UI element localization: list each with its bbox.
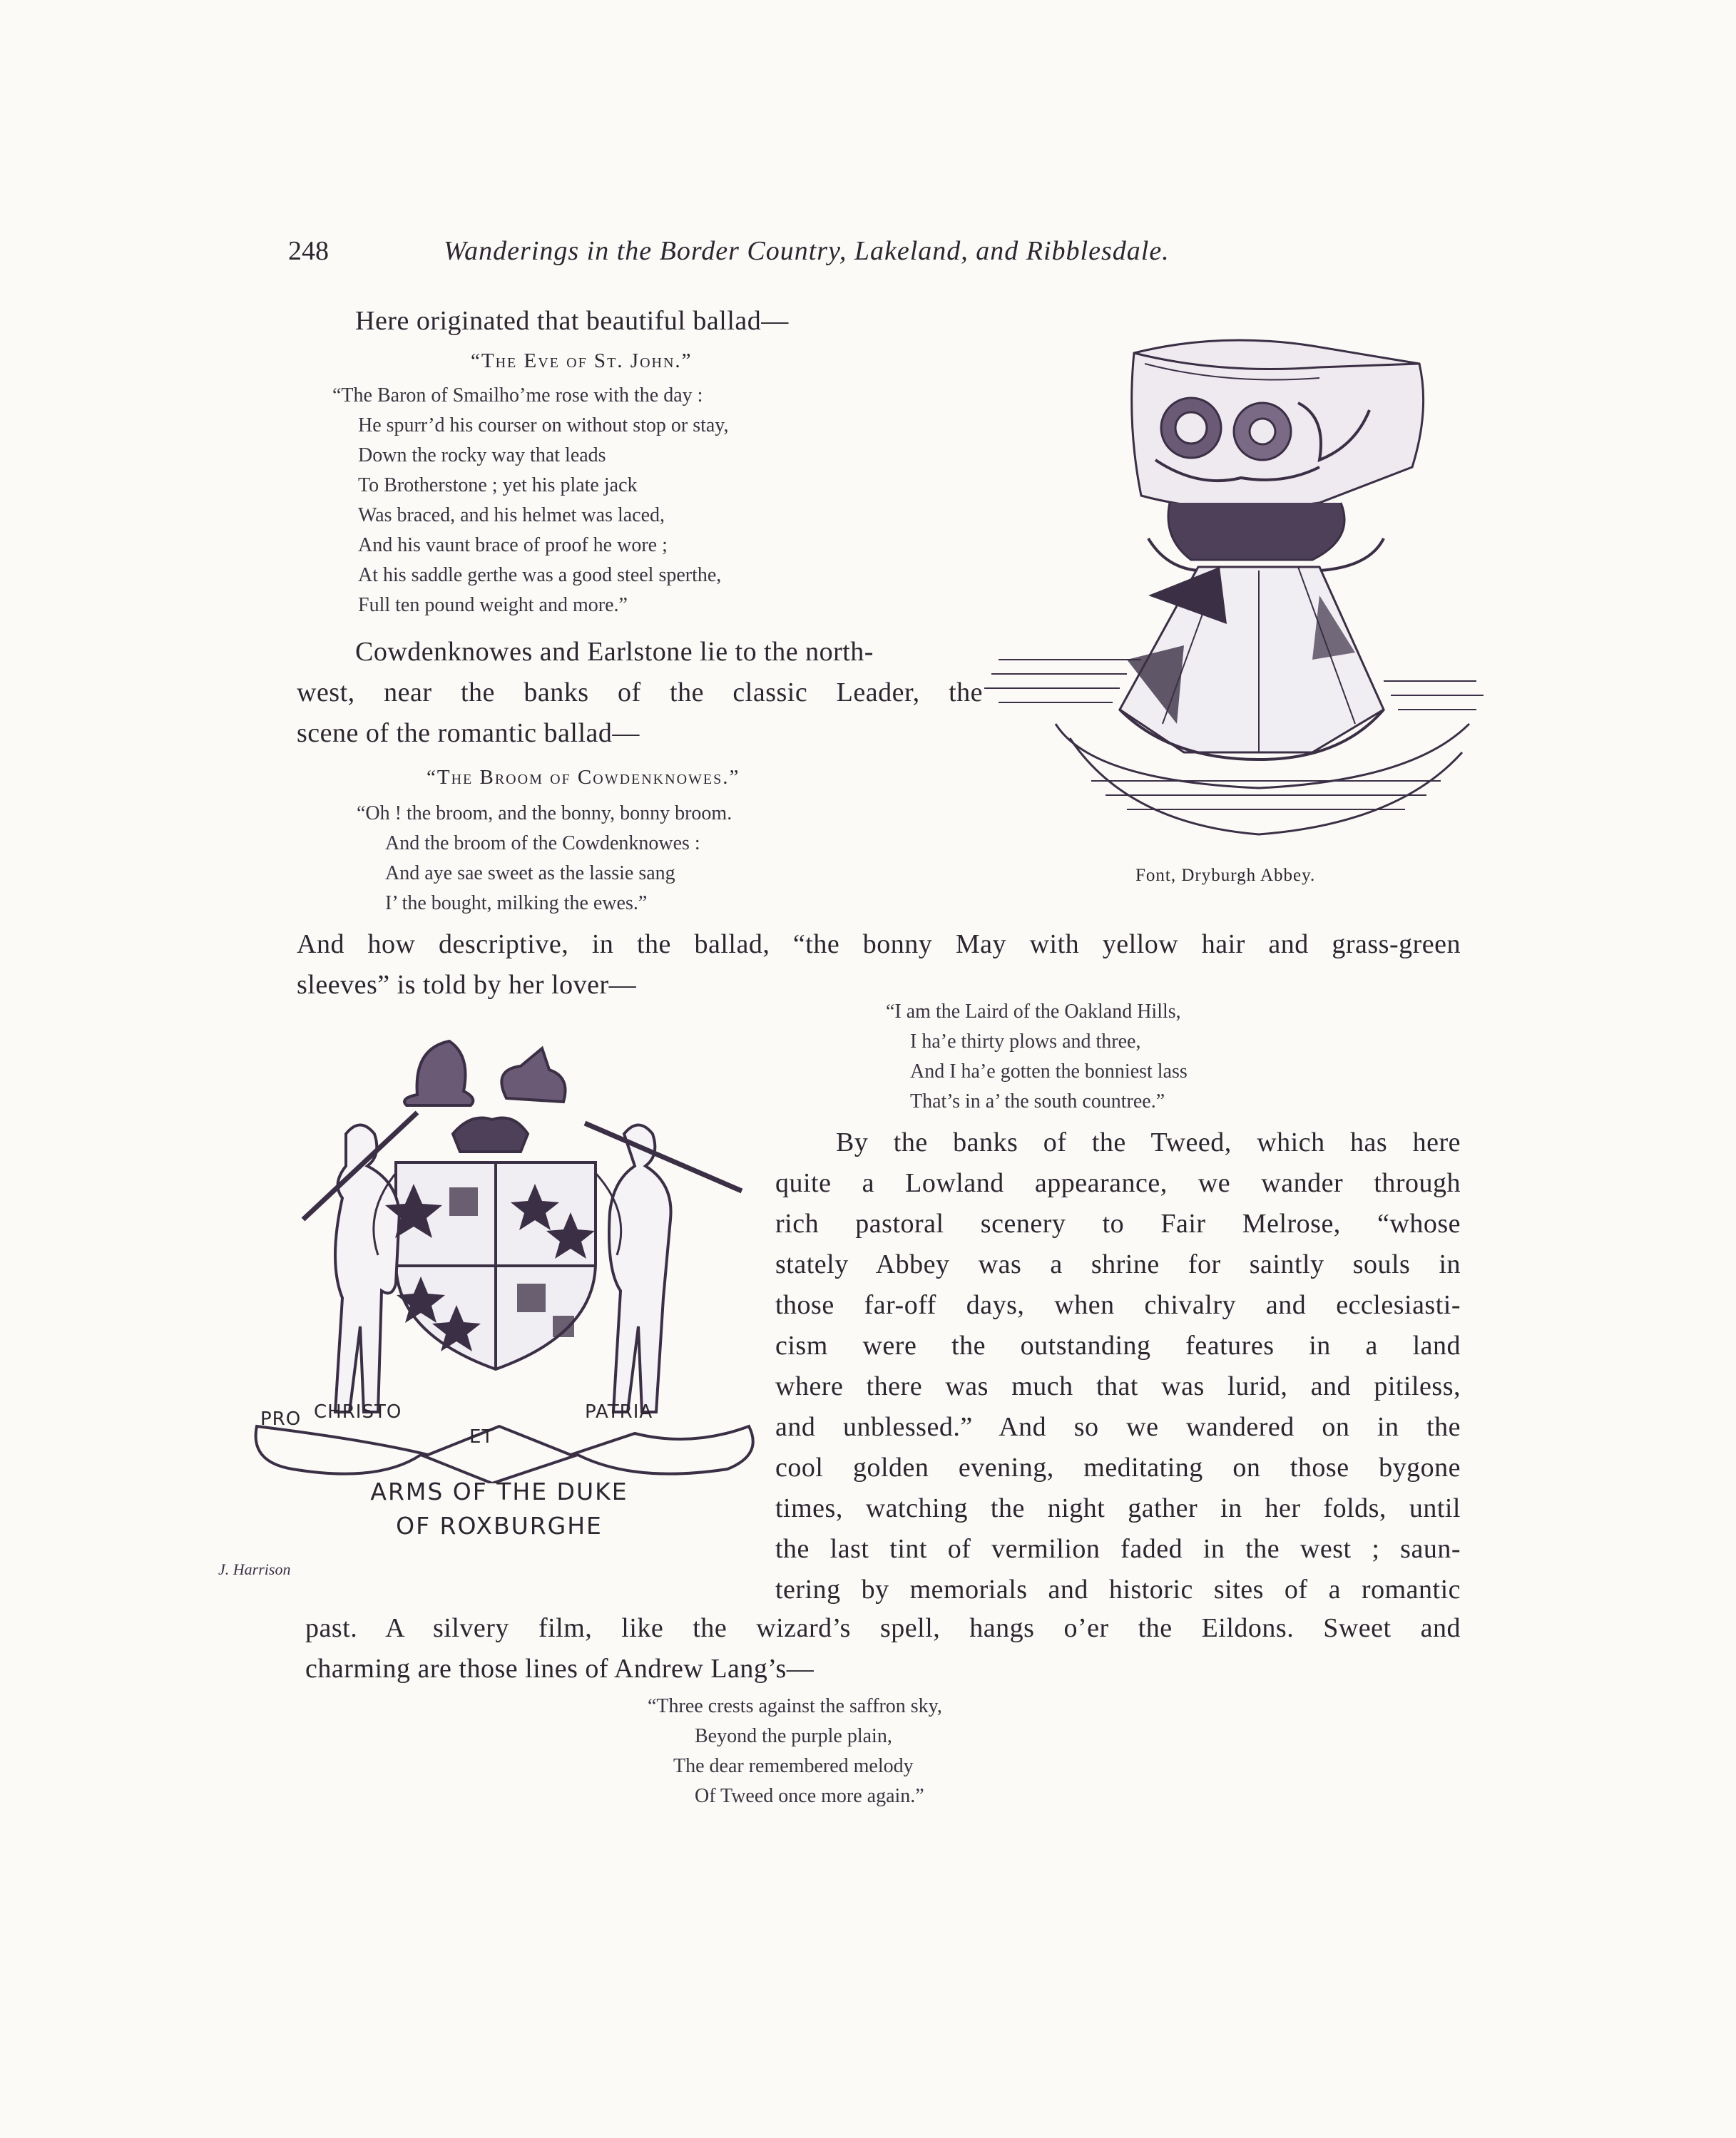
verse-line: Down the rocky way that leads (358, 444, 606, 466)
paragraph-tweed (775, 1122, 1461, 1610)
motto-et: ET (469, 1426, 494, 1448)
text-line: the last tint of vermilion faded in the west ; saun- (775, 1534, 1461, 1564)
verse-line: Beyond the purple plain, (695, 1725, 892, 1747)
text-line: charming are those lines of Andrew Lang’s— (305, 1654, 815, 1684)
arms-caption (321, 1475, 678, 1543)
verse-line: Of Tweed once more again.” (695, 1785, 924, 1807)
verse-line: “I am the Laird of the Oakland Hills, (886, 1001, 1181, 1023)
verse-line: He spurr’d his courser on without stop or stay, (358, 414, 729, 436)
verse-line: At his saddle gerthe was a good steel sperthe, (358, 564, 722, 586)
text-line: stately Abbey was a shrine for saintly souls in (775, 1249, 1461, 1279)
verse-line: The dear remembered melody (673, 1755, 914, 1777)
ballad1-verse (332, 381, 728, 620)
running-title: Wanderings in the Border Country, Lakeland, and Ribblesdale. (444, 236, 1170, 266)
text-line: west, near the banks of the classic Leader, the (297, 677, 983, 707)
verse-line: Was braced, and his helmet was laced, (358, 504, 665, 526)
verse-line: I’ the bought, milking the ewes.” (385, 892, 648, 914)
ballad2-title: “The Broom of Cowdenknowes.” (427, 766, 740, 789)
artist-signature: J. Harrison (218, 1560, 291, 1578)
motto-patria: PATRIA (585, 1401, 653, 1423)
text-line: Cowdenknowes and Earlstone lie to the north- (355, 637, 874, 667)
verse-line: “Three crests against the saffron sky, (648, 1695, 942, 1717)
paragraph-eildons (305, 1608, 1461, 1689)
verse-line: I ha’e thirty plows and three, (910, 1030, 1141, 1053)
verse-line: And his vaunt brace of proof he wore ; (358, 534, 668, 556)
verse-line: “Oh ! the broom, and the bonny, bonny broom. (357, 802, 732, 824)
text-line: quite a Lowland appearance, we wander through (775, 1168, 1461, 1198)
text-line: By the banks of the Tweed, which has here (836, 1127, 1461, 1157)
text-line: rich pastoral scenery to Fair Melrose, “whose (775, 1209, 1461, 1239)
text-line: scene of the romantic ballad— (297, 718, 640, 748)
arms-caption-line: ARMS OF THE DUKE (370, 1478, 628, 1505)
text-line: cism were the outstanding features in a land (775, 1331, 1461, 1361)
text-line: cool golden evening, meditating on those bygone (775, 1453, 1461, 1483)
text-line: past. A silvery film, like the wizard’s spell, hangs o’er the Eildons. Sweet and (305, 1613, 1461, 1643)
verse-line: To Brotherstone ; yet his plate jack (358, 474, 638, 496)
verse-line: That’s in a’ the south countree.” (910, 1090, 1165, 1113)
text-line: and unblessed.” And so we wandered on in the (775, 1412, 1461, 1442)
text-line: times, watching the night gather in her folds, until (775, 1493, 1461, 1523)
verse-line: And aye sae sweet as the lassie sang (385, 862, 675, 884)
text-line: tering by memorials and historic sites of a romantic (775, 1575, 1461, 1605)
verse-line: “The Baron of Smailho’me rose with the day : (332, 384, 703, 406)
font-dryburgh-abbey-illustration (984, 324, 1484, 866)
text-line: where there was much that was lurid, and pitiless, (775, 1371, 1461, 1401)
ballad4-verse (648, 1692, 942, 1811)
motto-pro: PRO (260, 1408, 302, 1430)
page-number: 248 (288, 236, 329, 266)
font-caption: Font, Dryburgh Abbey. (1135, 866, 1316, 885)
verse-line: And the broom of the Cowdenknowes : (385, 832, 700, 854)
text-line: And how descriptive, in the ballad, “the bonny May with yellow hair and grass-green (297, 929, 1461, 959)
arms-caption-line: OF ROXBURGHE (396, 1512, 603, 1540)
motto-christo: CHRISTO (314, 1401, 402, 1423)
ballad1-title: “The Eve of St. John.” (471, 349, 693, 372)
ballad3-verse (886, 997, 1188, 1117)
intro-line: Here originated that beautiful ballad— (355, 306, 789, 336)
verse-line: And I ha’e gotten the bonniest lass (910, 1060, 1188, 1083)
paragraph-cowdenknowes (297, 632, 983, 754)
verse-line: Full ten pound weight and more.” (358, 594, 628, 616)
text-line: sleeves” is told by her lover— (297, 970, 637, 1000)
paragraph-bonny-may (297, 924, 1461, 1006)
ballad2-verse (357, 799, 732, 919)
text-line: those far-off days, when chivalry and ecclesiasti- (775, 1290, 1461, 1320)
